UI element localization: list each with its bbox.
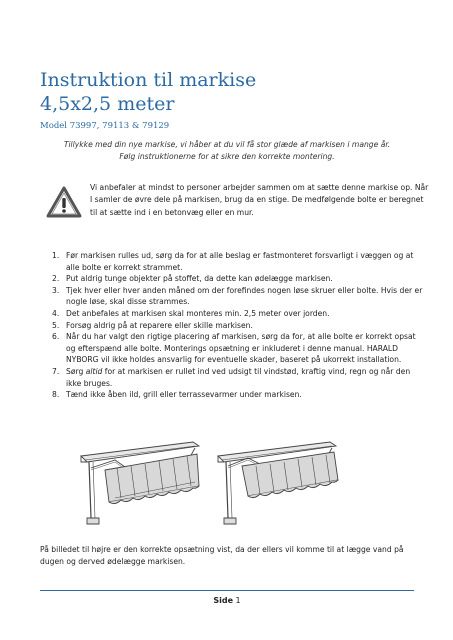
item-text-emphasis: altid: [85, 366, 103, 376]
awning-illustration-correct: [212, 440, 342, 530]
item-text: Det anbefales at markisen skal monteres min. 2,5 meter over jorden.: [66, 308, 330, 318]
list-item: [52, 308, 424, 320]
list-item: [52, 389, 424, 401]
footer-label: Side: [213, 596, 233, 605]
intro-text: [40, 139, 414, 163]
page-number: 1: [235, 596, 241, 605]
warning-triangle-icon: [46, 186, 82, 218]
item-text: Put aldrig tunge objekter på stoffet, da dette kan ødelægge markisen.: [66, 274, 333, 284]
list-item: [52, 366, 424, 389]
item-number: 8.: [52, 390, 60, 400]
instruction-list: [52, 250, 424, 401]
item-number: 6.: [52, 332, 60, 342]
item-number: 4.: [52, 308, 60, 318]
item-text-pre: Sørg: [66, 366, 86, 376]
document-title: [40, 68, 420, 116]
model-numbers: Model 73997, 79113 & 79129: [40, 121, 170, 131]
list-item: [52, 250, 424, 273]
intro-line-2: Følg instruktionerne for at sikre den korrekte montering.: [119, 152, 335, 161]
item-number: 3.: [52, 285, 60, 295]
item-text-post: for at markisen er rullet ind ved udsigt til vindstød, kraftig vind, regn og når den ikke bruges.: [66, 366, 411, 388]
list-item: [52, 285, 424, 308]
illustration-caption: På billedet til højre er den korrekte opsætning vist, da der ellers vil komme til at lægge vand på dugen og derved ødelægge markisen.: [40, 545, 404, 567]
intro-line-1: Tillykke med din nye markise, vi håber at du vil få stor glæde af markisen i mange år.: [63, 140, 391, 149]
page-footer: [40, 596, 414, 605]
item-text: Tjek hver eller hver anden måned om der forefindes nogen løse skruer eller bolte. Hvis der er nogle løse, skal disse strammes.: [66, 285, 423, 307]
item-text: Før markisen rulles ud, sørg da for at alle beslag er fastmonteret forsvarligt i væggen og at alle bolte er korrekt strammet.: [66, 251, 414, 272]
item-text: Når du har valgt den rigtige placering af markisen, sørg da for, at alle bolte er korrekt opsat og efterspænd alle bolte. Monterings opsætning er inkluderet i denne manual. HARALD NYBORG vil ikke holdes ansvarlig for eventuelle skader, baseret på ukorrekt installation.: [66, 332, 416, 365]
item-text: Forsøg aldrig på at reparere eller skille markisen.: [66, 320, 253, 330]
item-number: 1.: [52, 251, 60, 260]
item-number: 7.: [52, 366, 60, 376]
awning-illustration-incorrect: [75, 440, 205, 530]
item-number: 5.: [52, 320, 60, 330]
title-line-2: 4,5x2,5 meter: [40, 93, 175, 115]
item-number: 2.: [52, 274, 60, 284]
item-text: Tænd ikke åben ild, grill eller terrassevarmer under markisen.: [66, 390, 302, 400]
list-item: [52, 273, 424, 285]
list-item: [52, 320, 424, 332]
title-line-1: Instruktion til markise: [40, 69, 257, 91]
warning-text: Vi anbefaler at mindst to personer arbejder sammen om at sætte denne markise op. Når I samler de øvre dele på markisen, brug da en stige. De medfølgende bolte er beregnet til at sætte ind i en betonvæg eller en mur.: [90, 183, 429, 217]
footer-divider: [40, 590, 414, 591]
list-item: [52, 331, 424, 366]
